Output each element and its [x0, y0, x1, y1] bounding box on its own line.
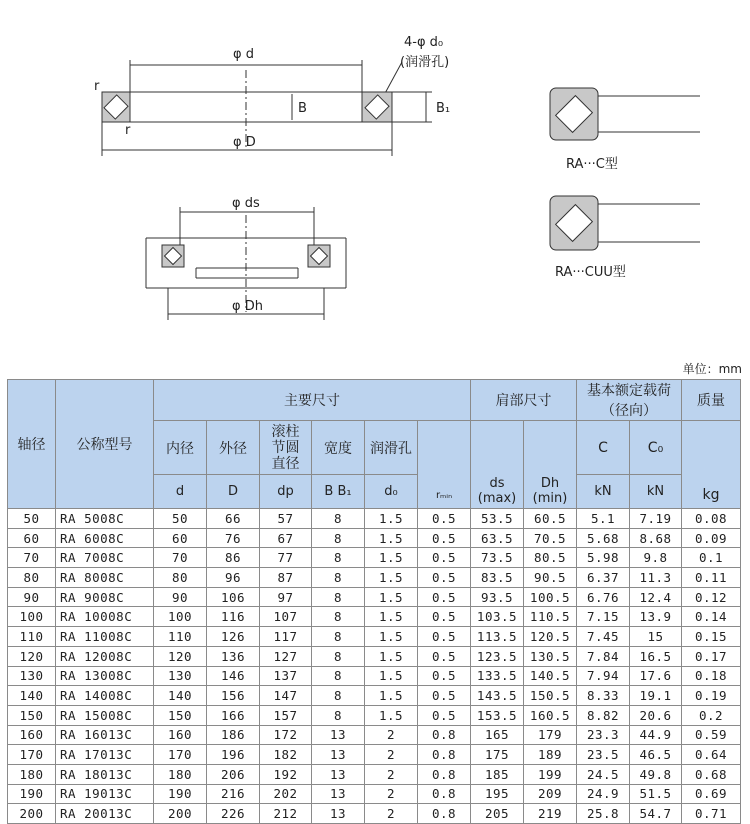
- col-outer: 外径: [207, 421, 260, 475]
- table-cell: 2: [365, 784, 418, 804]
- label-r-bottom: r: [125, 123, 131, 138]
- label-phi-d: φ d: [233, 47, 254, 62]
- table-cell: 80: [154, 568, 207, 588]
- table-cell: 2: [365, 764, 418, 784]
- table-cell: 8: [312, 705, 365, 725]
- sym-D: D: [207, 475, 260, 509]
- model-cell: RA 11008C: [56, 627, 154, 647]
- table-cell: 8: [312, 587, 365, 607]
- table-cell: 90: [154, 587, 207, 607]
- table-cell: 54.7: [630, 804, 682, 824]
- table-cell: 0.19: [682, 686, 741, 706]
- col-C: C: [577, 421, 630, 475]
- table-cell: 25.8: [577, 804, 630, 824]
- table-cell: 157: [260, 705, 312, 725]
- table-cell: 150: [154, 705, 207, 725]
- model-cell: RA 17013C: [56, 745, 154, 765]
- table-cell: 110: [154, 627, 207, 647]
- table-row: [8, 705, 741, 725]
- load-sub-label: （径向）: [601, 403, 657, 419]
- model-cell: RA 5008C: [56, 509, 154, 529]
- table-cell: 0.5: [418, 666, 471, 686]
- table-cell: 160: [154, 725, 207, 745]
- table-cell: 1.5: [365, 607, 418, 627]
- table-cell: 73.5: [471, 548, 524, 568]
- table-cell: 8.33: [577, 686, 630, 706]
- table-cell: 97: [260, 587, 312, 607]
- table-cell: 1.5: [365, 686, 418, 706]
- table-row: [8, 646, 741, 666]
- table-cell: 0.14: [682, 607, 741, 627]
- table-cell: 120: [8, 646, 56, 666]
- table-row: [8, 725, 741, 745]
- table-cell: 0.5: [418, 587, 471, 607]
- table-cell: 60: [8, 528, 56, 548]
- sym-dp: dp: [260, 475, 312, 509]
- table-cell: 70: [8, 548, 56, 568]
- table-cell: 0.5: [418, 686, 471, 706]
- table-cell: 2: [365, 745, 418, 765]
- table-cell: 110: [8, 627, 56, 647]
- table-cell: 130: [154, 666, 207, 686]
- table-cell: 147: [260, 686, 312, 706]
- table-cell: 49.8: [630, 764, 682, 784]
- table-cell: 8: [312, 686, 365, 706]
- table-cell: 8: [312, 627, 365, 647]
- model-cell: RA 15008C: [56, 705, 154, 725]
- main-bearing-right-section: [362, 92, 392, 122]
- model-cell: RA 14008C: [56, 686, 154, 706]
- table-cell: 7.84: [577, 646, 630, 666]
- table-cell: 113.5: [471, 627, 524, 647]
- table-cell: 170: [154, 745, 207, 765]
- table-cell: 90: [8, 587, 56, 607]
- table-cell: 202: [260, 784, 312, 804]
- table-cell: 70: [154, 548, 207, 568]
- table-cell: 13.9: [630, 607, 682, 627]
- table-cell: 11.3: [630, 568, 682, 588]
- table-cell: 83.5: [471, 568, 524, 588]
- table-cell: 130.5: [524, 646, 577, 666]
- table-cell: 166: [207, 705, 260, 725]
- table-cell: 16.5: [630, 646, 682, 666]
- table-cell: 0.12: [682, 587, 741, 607]
- group-shoulder: 肩部尺寸: [471, 380, 577, 421]
- col-C0: C₀: [630, 421, 682, 475]
- table-cell: 96: [207, 568, 260, 588]
- table-cell: 60.5: [524, 509, 577, 529]
- table-cell: 137: [260, 666, 312, 686]
- table-cell: 1.5: [365, 587, 418, 607]
- table-cell: 170: [8, 745, 56, 765]
- table-cell: 23.5: [577, 745, 630, 765]
- table-cell: 123.5: [471, 646, 524, 666]
- table-cell: 212: [260, 804, 312, 824]
- table-cell: 0.5: [418, 528, 471, 548]
- table-cell: 13: [312, 745, 365, 765]
- table-cell: 0.8: [418, 764, 471, 784]
- table-cell: 172: [260, 725, 312, 745]
- table-cell: 1.5: [365, 509, 418, 529]
- table-cell: 1.5: [365, 627, 418, 647]
- table-cell: 0.11: [682, 568, 741, 588]
- table-cell: 1.5: [365, 666, 418, 686]
- mount-bearing-left-section: [162, 245, 184, 267]
- table-cell: 130: [8, 666, 56, 686]
- table-cell: 0.18: [682, 666, 741, 686]
- table-row: [8, 548, 741, 568]
- col-mass: 质量: [682, 380, 741, 421]
- table-cell: 70.5: [524, 528, 577, 548]
- table-cell: 107: [260, 607, 312, 627]
- table-cell: 8: [312, 548, 365, 568]
- model-cell: RA 8008C: [56, 568, 154, 588]
- table-cell: 0.2: [682, 705, 741, 725]
- table-cell: 196: [207, 745, 260, 765]
- model-cell: RA 6008C: [56, 528, 154, 548]
- table-cell: 0.5: [418, 607, 471, 627]
- table-cell: 7.94: [577, 666, 630, 686]
- table-cell: 106: [207, 587, 260, 607]
- table-cell: 1.5: [365, 705, 418, 725]
- table-cell: 2: [365, 804, 418, 824]
- table-cell: 165: [471, 725, 524, 745]
- col-rmin: rₘᵢₙ: [418, 421, 471, 509]
- table-cell: 0.17: [682, 646, 741, 666]
- table-cell: 51.5: [630, 784, 682, 804]
- table-cell: 0.8: [418, 745, 471, 765]
- table-cell: 7.15: [577, 607, 630, 627]
- table-cell: 44.9: [630, 725, 682, 745]
- group-main-dims: 主要尺寸: [154, 380, 471, 421]
- col-shaft: 轴径: [8, 380, 56, 509]
- table-cell: 126: [207, 627, 260, 647]
- label-phi-ds: φ ds: [232, 196, 260, 211]
- table-row: [8, 587, 741, 607]
- table-cell: 186: [207, 725, 260, 745]
- table-cell: 8: [312, 528, 365, 548]
- table-cell: 80.5: [524, 548, 577, 568]
- table-cell: 9.8: [630, 548, 682, 568]
- table-cell: 1.5: [365, 568, 418, 588]
- model-cell: RA 12008C: [56, 646, 154, 666]
- table-cell: 13: [312, 725, 365, 745]
- model-cell: RA 10008C: [56, 607, 154, 627]
- table-cell: 143.5: [471, 686, 524, 706]
- mount-bearing-right-section: [308, 245, 330, 267]
- table-row: [8, 627, 741, 647]
- label-lube-holes-note: (润滑孔): [400, 55, 450, 70]
- table-cell: 15: [630, 627, 682, 647]
- table-cell: 0.5: [418, 509, 471, 529]
- col-inner: 内径: [154, 421, 207, 475]
- unit-kN-C: kN: [577, 475, 630, 509]
- table-cell: 150: [8, 705, 56, 725]
- table-cell: 103.5: [471, 607, 524, 627]
- table-cell: 0.5: [418, 568, 471, 588]
- table-cell: 0.64: [682, 745, 741, 765]
- table-cell: 192: [260, 764, 312, 784]
- table-cell: 80: [8, 568, 56, 588]
- table-cell: 0.8: [418, 804, 471, 824]
- table-cell: 117: [260, 627, 312, 647]
- label-width-b: B: [298, 101, 307, 116]
- table-cell: 20.6: [630, 705, 682, 725]
- table-cell: 5.98: [577, 548, 630, 568]
- label-phi-D: φ D: [233, 135, 256, 150]
- table-cell: 87: [260, 568, 312, 588]
- table-cell: 175: [471, 745, 524, 765]
- table-cell: 0.71: [682, 804, 741, 824]
- col-width: 宽度: [312, 421, 365, 475]
- table-cell: 182: [260, 745, 312, 765]
- table-row: [8, 509, 741, 529]
- variant-cuu-label: RA···CUU型: [555, 265, 626, 280]
- table-cell: 179: [524, 725, 577, 745]
- model-cell: RA 13008C: [56, 666, 154, 686]
- col-model: 公称型号: [56, 380, 154, 509]
- table-cell: 133.5: [471, 666, 524, 686]
- main-bearing-left-section: [102, 92, 130, 122]
- bearing-dimension-diagram: [0, 0, 750, 350]
- table-cell: 13: [312, 764, 365, 784]
- col-pitch: 滚柱节圆直径: [260, 421, 312, 475]
- table-cell: 206: [207, 764, 260, 784]
- table-cell: 66: [207, 509, 260, 529]
- col-Dh: Dh (min): [524, 421, 577, 509]
- table-cell: 8: [312, 607, 365, 627]
- table-row: [8, 528, 741, 548]
- table-cell: 160: [8, 725, 56, 745]
- table-cell: 226: [207, 804, 260, 824]
- table-cell: 146: [207, 666, 260, 686]
- table-cell: 205: [471, 804, 524, 824]
- table-row: [8, 764, 741, 784]
- table-cell: 0.5: [418, 548, 471, 568]
- table-cell: 0.1: [682, 548, 741, 568]
- table-cell: 90.5: [524, 568, 577, 588]
- table-cell: 185: [471, 764, 524, 784]
- table-cell: 0.5: [418, 646, 471, 666]
- table-cell: 0.59: [682, 725, 741, 745]
- group-load: [577, 380, 682, 421]
- unit-label: 单位：mm: [682, 362, 742, 376]
- table-cell: 12.4: [630, 587, 682, 607]
- table-cell: 6.76: [577, 587, 630, 607]
- table-cell: 140.5: [524, 666, 577, 686]
- table-cell: 63.5: [471, 528, 524, 548]
- sym-B: B B₁: [312, 475, 365, 509]
- table-cell: 160.5: [524, 705, 577, 725]
- table-cell: 57: [260, 509, 312, 529]
- table-cell: 2: [365, 725, 418, 745]
- table-cell: 127: [260, 646, 312, 666]
- table-cell: 86: [207, 548, 260, 568]
- variant-c-section: [550, 88, 700, 140]
- table-cell: 50: [8, 509, 56, 529]
- table-cell: 156: [207, 686, 260, 706]
- model-cell: RA 20013C: [56, 804, 154, 824]
- table-cell: 8: [312, 646, 365, 666]
- table-cell: 1.5: [365, 646, 418, 666]
- model-cell: RA 18013C: [56, 764, 154, 784]
- table-cell: 0.09: [682, 528, 741, 548]
- table-cell: 136: [207, 646, 260, 666]
- table-cell: 195: [471, 784, 524, 804]
- table-cell: 13: [312, 804, 365, 824]
- table-row: [8, 745, 741, 765]
- table-cell: 13: [312, 784, 365, 804]
- variant-cuu-section: [550, 196, 700, 250]
- table-cell: 180: [154, 764, 207, 784]
- table-cell: 24.5: [577, 764, 630, 784]
- table-cell: 150.5: [524, 686, 577, 706]
- model-cell: RA 9008C: [56, 587, 154, 607]
- label-lube-holes: 4-φ d₀: [404, 35, 444, 50]
- table-cell: 23.3: [577, 725, 630, 745]
- table-row: [8, 804, 741, 824]
- specification-table: [7, 379, 741, 824]
- variant-c-label: RA···C型: [566, 157, 618, 172]
- table-cell: 140: [154, 686, 207, 706]
- table-cell: 200: [154, 804, 207, 824]
- table-row: [8, 686, 741, 706]
- col-lube: 润滑孔: [365, 421, 418, 475]
- table-row: [8, 607, 741, 627]
- table-row: [8, 568, 741, 588]
- table-cell: 67: [260, 528, 312, 548]
- table-cell: 190: [154, 784, 207, 804]
- load-label: 基本额定载荷: [587, 383, 671, 399]
- table-cell: 216: [207, 784, 260, 804]
- table-row: [8, 666, 741, 686]
- table-cell: 5.68: [577, 528, 630, 548]
- label-phi-Dh: φ Dh: [232, 299, 263, 314]
- label-width-b1: B₁: [436, 101, 451, 116]
- sym-d: d: [154, 475, 207, 509]
- table-cell: 140: [8, 686, 56, 706]
- table-row: [8, 784, 741, 804]
- table-cell: 5.1: [577, 509, 630, 529]
- table-cell: 0.8: [418, 725, 471, 745]
- label-r-top: r: [94, 79, 100, 94]
- table-cell: 190: [8, 784, 56, 804]
- table-cell: 120.5: [524, 627, 577, 647]
- table-cell: 199: [524, 764, 577, 784]
- table-cell: 7.19: [630, 509, 682, 529]
- table-cell: 6.37: [577, 568, 630, 588]
- table-cell: 8: [312, 509, 365, 529]
- table-cell: 110.5: [524, 607, 577, 627]
- table-cell: 77: [260, 548, 312, 568]
- table-cell: 93.5: [471, 587, 524, 607]
- table-cell: 8.82: [577, 705, 630, 725]
- table-cell: 0.8: [418, 784, 471, 804]
- table-cell: 46.5: [630, 745, 682, 765]
- table-cell: 1.5: [365, 548, 418, 568]
- table-cell: 1.5: [365, 528, 418, 548]
- unit-kN-C0: kN: [630, 475, 682, 509]
- table-cell: 0.08: [682, 509, 741, 529]
- table-cell: 24.9: [577, 784, 630, 804]
- table-cell: 100: [8, 607, 56, 627]
- table-cell: 116: [207, 607, 260, 627]
- table-cell: 209: [524, 784, 577, 804]
- model-cell: RA 16013C: [56, 725, 154, 745]
- model-cell: RA 7008C: [56, 548, 154, 568]
- table-cell: 100.5: [524, 587, 577, 607]
- table-cell: 200: [8, 804, 56, 824]
- table-cell: 120: [154, 646, 207, 666]
- table-cell: 100: [154, 607, 207, 627]
- table-cell: 0.68: [682, 764, 741, 784]
- table-cell: 8: [312, 666, 365, 686]
- model-cell: RA 19013C: [56, 784, 154, 804]
- table-cell: 8.68: [630, 528, 682, 548]
- table-cell: 19.1: [630, 686, 682, 706]
- table-cell: 60: [154, 528, 207, 548]
- table-cell: 7.45: [577, 627, 630, 647]
- col-ds: ds (max): [471, 421, 524, 509]
- table-cell: 0.15: [682, 627, 741, 647]
- table-cell: 0.5: [418, 627, 471, 647]
- sym-d0: d₀: [365, 475, 418, 509]
- table-cell: 219: [524, 804, 577, 824]
- table-cell: 0.5: [418, 705, 471, 725]
- table-cell: 8: [312, 568, 365, 588]
- table-cell: 189: [524, 745, 577, 765]
- table-cell: 17.6: [630, 666, 682, 686]
- col-kg: kg: [682, 421, 741, 509]
- table-cell: 53.5: [471, 509, 524, 529]
- table-cell: 76: [207, 528, 260, 548]
- table-cell: 50: [154, 509, 207, 529]
- table-cell: 153.5: [471, 705, 524, 725]
- table-body: [8, 509, 741, 824]
- table-cell: 180: [8, 764, 56, 784]
- table-cell: 0.69: [682, 784, 741, 804]
